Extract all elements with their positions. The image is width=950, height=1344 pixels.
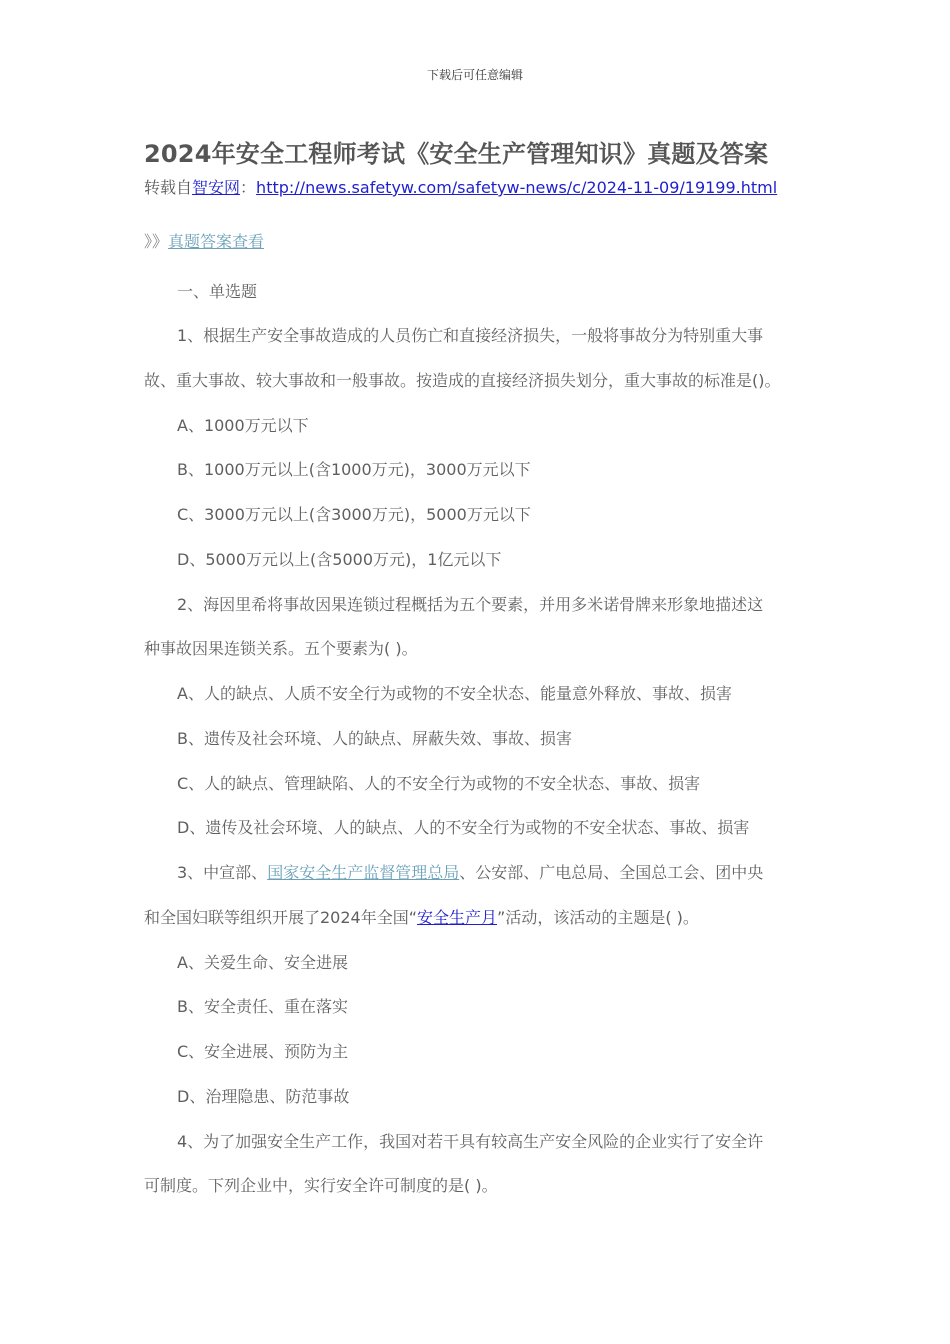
source-separator: ： [240,178,257,197]
question-3-option-a: A、关爱生命、安全进展 [177,953,348,972]
document-title: 2024年安全工程师考试《安全生产管理知识》真题及答案 [144,140,769,168]
question-1-line-2: 故、重大事故、较大事故和一般事故。按造成的直接经济损失划分，重大事故的标准是()。 [144,371,781,390]
question-2-option-d: D、遗传及社会环境、人的缺点、人的不安全行为或物的不安全状态、事故、损害 [177,818,750,837]
question-4-line-2: 可制度。下列企业中，实行安全许可制度的是( )。 [144,1176,498,1195]
question-3-option-b: B、安全责任、重在落实 [177,997,348,1016]
answer-link[interactable]: 真题答案查看 [168,232,265,251]
question-1-option-a: A、1000万元以下 [177,416,309,435]
question-2-option-a: A、人的缺点、人质不安全行为或物的不安全状态、能量意外释放、事故、损害 [177,684,732,703]
question-1-option-b: B、1000万元以上(含1000万元)，3000万元以下 [177,460,531,479]
question-1-option-d: D、5000万元以上(含5000万元)，1亿元以下 [177,550,502,569]
question-3-line-2-post: ”活动，该活动的主题是( )。 [497,908,699,927]
source-line [144,175,777,198]
question-1-option-c: C、3000万元以上(含3000万元)，5000万元以下 [177,505,531,524]
question-3-option-c: C、安全进展、预防为主 [177,1042,349,1061]
question-2-option-c: C、人的缺点、管理缺陷、人的不安全行为或物的不安全状态、事故、损害 [177,774,701,793]
answer-link-line [144,229,264,252]
question-2-line-2: 种事故因果连锁关系。五个要素为( )。 [144,639,418,658]
question-3-option-d: D、治理隐患、防范事故 [177,1087,350,1106]
section-heading: 一、单选题 [177,282,258,301]
question-4-line-1: 4、为了加强安全生产工作，我国对若干具有较高生产安全风险的企业实行了安全许 [177,1132,764,1151]
source-url-link[interactable]: http://news.safetyw.com/safetyw-news/c/2024-11-09/19199.html [256,178,778,197]
question-3-line-1-post: 、公安部、广电总局、全国总工会、团中央 [459,863,764,882]
question-2-option-b: B、遗传及社会环境、人的缺点、屏蔽失效、事故、损害 [177,729,572,748]
question-3-line-1 [177,860,763,883]
source-site-link[interactable]: 智安网 [192,178,241,197]
source-prefix: 转载自 [144,178,193,197]
question-1-line-1: 1、根据生产安全事故造成的人员伤亡和直接经济损失，一般将事故分为特别重大事 [177,326,764,345]
answer-link-prefix: 》》 [144,232,169,251]
safety-administration-link[interactable]: 国家安全生产监督管理总局 [267,863,460,882]
page-header: 下载后可任意编辑 [426,68,523,82]
question-2-line-1: 2、海因里希将事故因果连锁过程概括为五个要素，并用多米诺骨牌来形象地描述这 [177,595,764,614]
question-3-line-2-pre: 和全国妇联等组织开展了2024年全国“ [144,908,418,927]
safety-month-link[interactable]: 安全生产月 [417,908,498,927]
question-3-line-1-pre: 3、中宣部、 [177,863,268,882]
question-3-line-2 [144,905,699,928]
